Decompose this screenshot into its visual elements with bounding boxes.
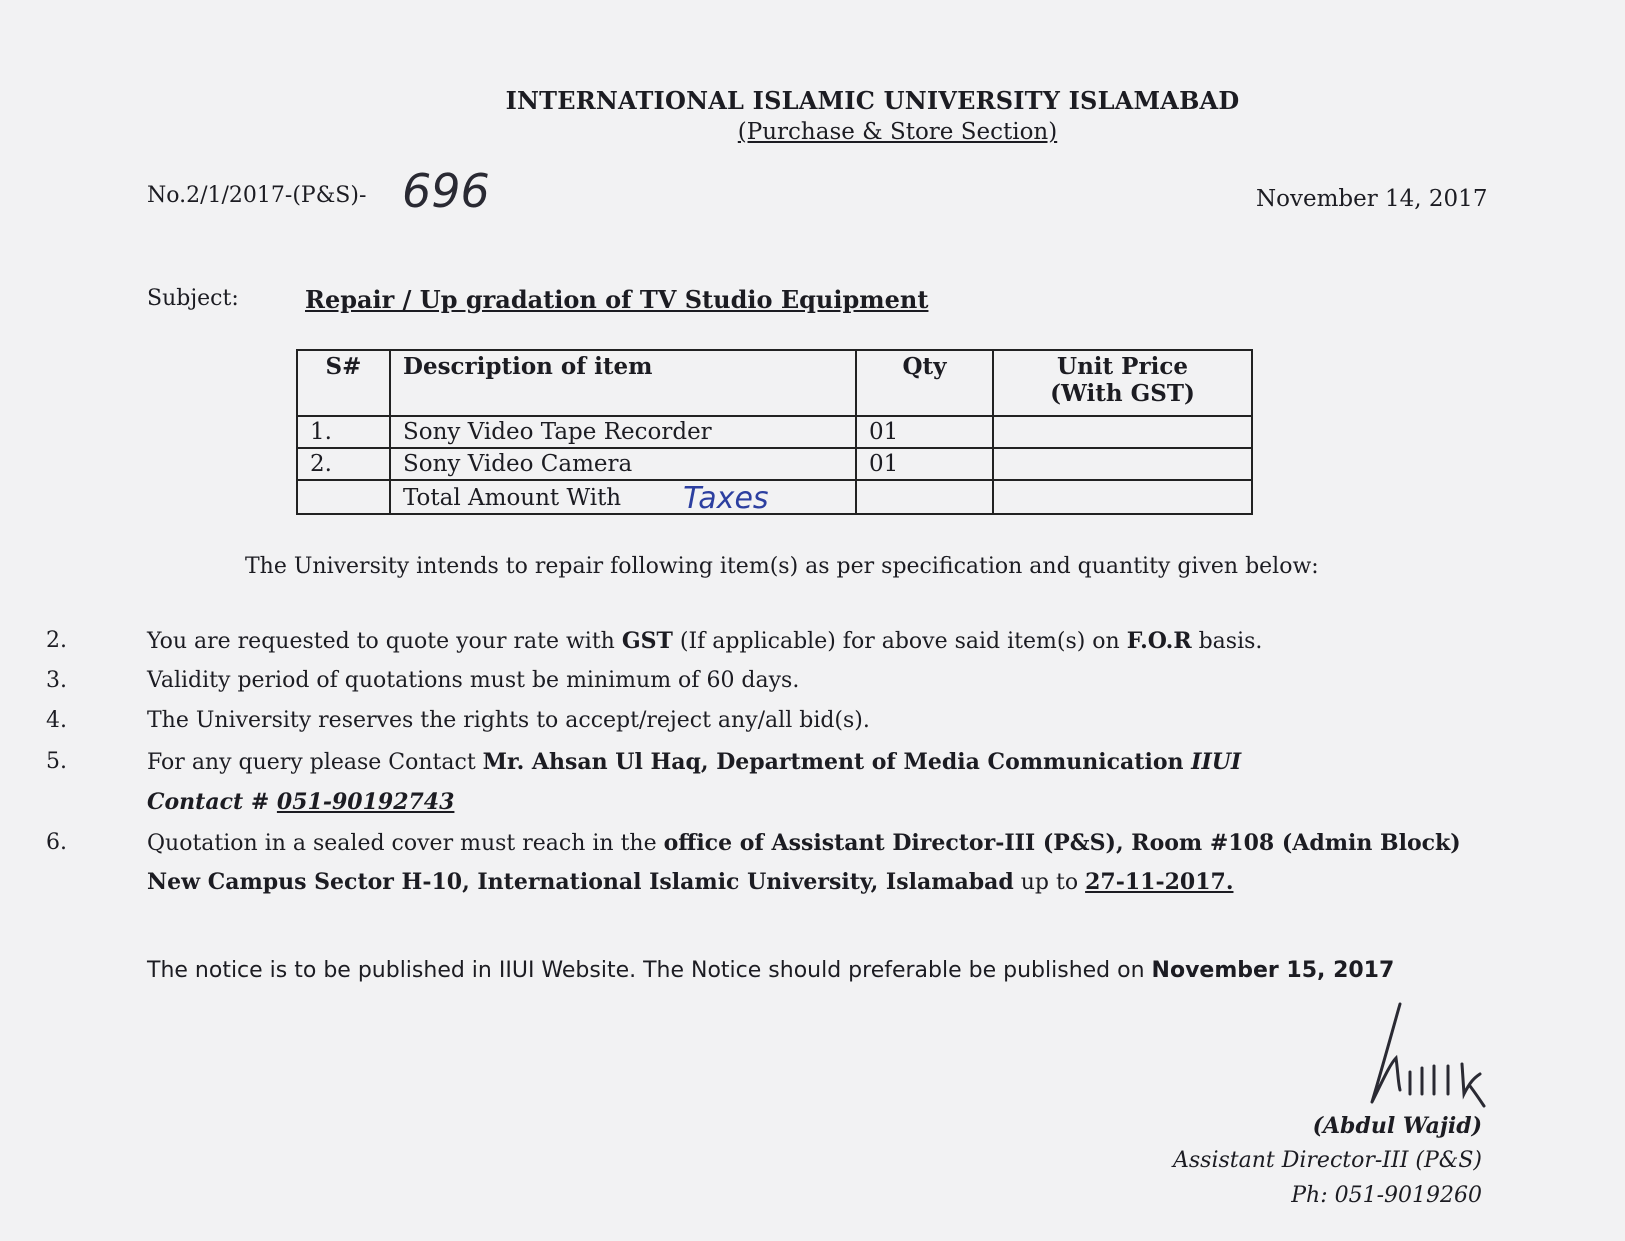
signatory-title: Assistant Director-III (P&S) [1172, 1148, 1482, 1173]
header-qty: Qty [856, 350, 993, 416]
total-label: Total Amount With [403, 485, 622, 511]
row-qty: 01 [856, 416, 993, 448]
list-item: Validity period of quotations must be minimum of 60 days. [147, 668, 800, 693]
row-unit-price [993, 416, 1252, 448]
deadline-date: 27-11-2017. [1085, 869, 1234, 895]
total-cell [390, 480, 856, 514]
letter-date: November 14, 2017 [1256, 186, 1488, 212]
list-item-number: 2. [46, 628, 67, 653]
notice-line: The notice is to be published in IIUI Website. The Notice should preferable be published on November 15, 2017 [147, 958, 1395, 983]
row-sn: 2. [297, 448, 390, 480]
row-sn: 1. [297, 416, 390, 448]
section-name: (Purchase & Store Section) [737, 119, 1058, 145]
row-unit-price [993, 448, 1252, 480]
list-item: Quotation in a sealed cover must reach in the office of Assistant Director-III (P&S), Room #108 (Admin Block) [147, 830, 1461, 856]
table-row [297, 416, 1252, 448]
list-item-number: 4. [46, 708, 67, 733]
items-table [296, 349, 1253, 515]
header-unit-price-line1: Unit Price [1057, 353, 1188, 380]
list-item: The University reserves the rights to accept/reject any/all bid(s). [147, 708, 870, 733]
list-item: You are requested to quote your rate with GST (If applicable) for above said item(s) on F.O.R basis. [147, 628, 1263, 654]
handwritten-reference-number: 696 [402, 164, 490, 218]
contact-number: 051-90192743 [276, 789, 455, 815]
signatory-phone: Ph: 051-9019260 [1291, 1183, 1482, 1208]
header-description: Description of item [390, 350, 856, 416]
list-item-number: 5. [46, 749, 67, 774]
list-item: For any query please Contact Mr. Ahsan Ul Haq, Department of Media Communication IIUI [147, 749, 1242, 775]
university-name: INTERNATIONAL ISLAMIC UNIVERSITY ISLAMABAD [505, 86, 1240, 115]
list-item-continued: New Campus Sector H-10, International Islamic University, Islamabad up to 27-11-2017. [147, 869, 1234, 895]
subject-title: Repair / Up gradation of TV Studio Equipment [305, 285, 929, 314]
handwritten-taxes: Taxes [683, 481, 769, 516]
header-sn: S# [297, 350, 390, 416]
header-unit-price-line2: (With GST) [1050, 380, 1195, 407]
list-item-number: 3. [46, 668, 67, 693]
table-header-row [297, 350, 1252, 416]
header-unit-price [993, 350, 1252, 416]
subject-label: Subject: [147, 286, 239, 311]
row-qty: 01 [856, 448, 993, 480]
row-description: Sony Video Camera [390, 448, 856, 480]
signature-image [1352, 1002, 1532, 1112]
intro-paragraph: The University intends to repair following item(s) as per specification and quantity given below: [245, 554, 1319, 579]
table-total-row [297, 480, 1252, 514]
table-row [297, 448, 1252, 480]
row-description: Sony Video Tape Recorder [390, 416, 856, 448]
signatory-name: (Abdul Wajid) [1312, 1113, 1482, 1139]
reference-number: No.2/1/2017-(P&S)- [147, 183, 367, 208]
list-item-number: 6. [46, 830, 67, 855]
publish-date: November 15, 2017 [1151, 958, 1395, 983]
contact-line: Contact # 051-90192743 [147, 789, 455, 815]
